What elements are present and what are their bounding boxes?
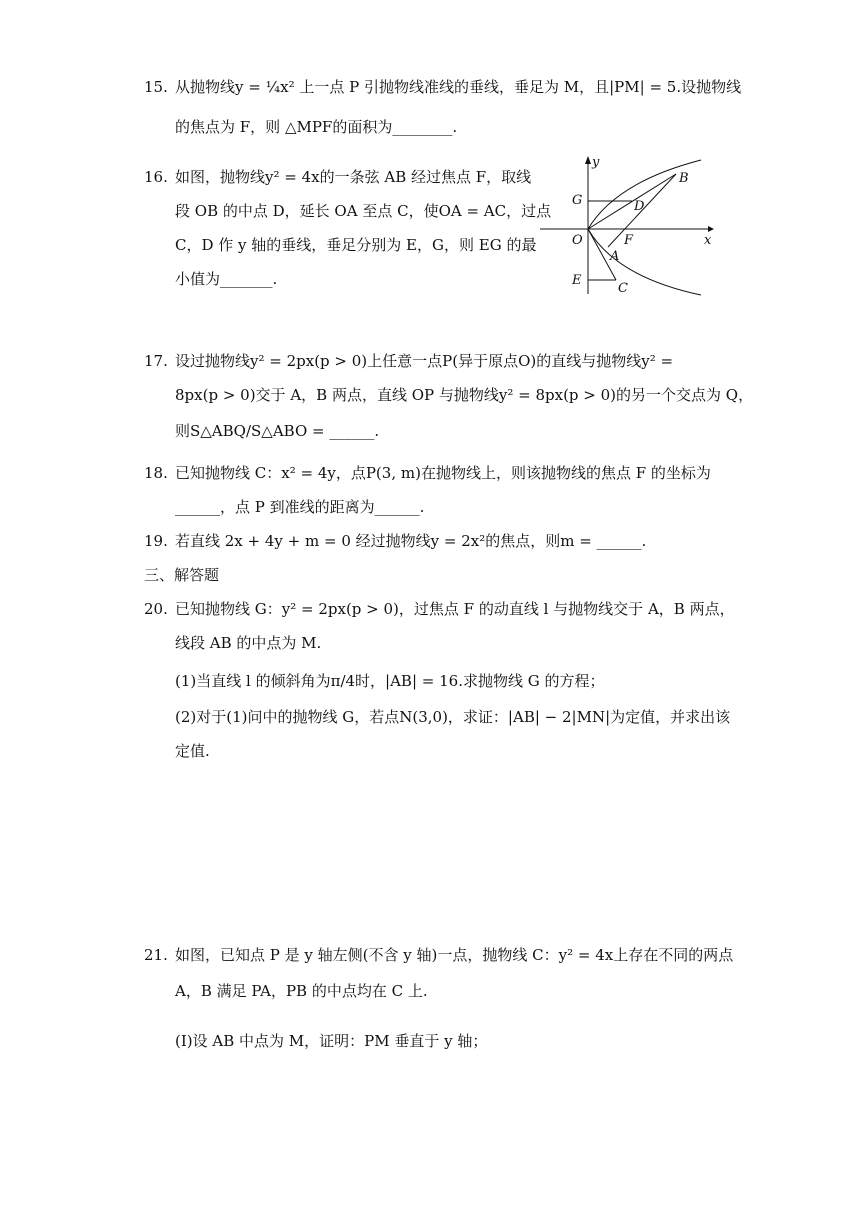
label-e: E [572,273,582,288]
problem-number: 18. [144,464,168,482]
label-b: B [679,171,689,186]
problem-number: 15. [144,78,168,96]
label-c: C [618,281,628,296]
parabola-figure [536,152,716,300]
problem-text: C，D 作 y 轴的垂线，垂足分别为 E，G，则 EG 的最 [175,236,537,254]
problem-text: ______，点 P 到准线的距离为______. [175,498,425,516]
problem-text: 定值. [175,742,210,760]
problem-text: (Ⅰ)设 AB 中点为 M，证明：PM 垂直于 y 轴； [175,1032,488,1050]
problem-text: 若直线 2x + 4y + m = 0 经过抛物线y = 2x²的焦点，则m = ______. [175,532,647,550]
problem-text: (1)当直线 l 的倾斜角为π/4时，|AB| = 16.求抛物线 G 的方程； [175,672,605,690]
y-axis-arrow [585,156,591,164]
label-d: D [634,199,645,214]
label-x: x [704,233,712,248]
problem-text: 已知抛物线 G：y² = 2px(p > 0)，过焦点 F 的动直线 l 与抛物线交于 A，B 两点， [175,600,735,618]
problem-text: 如图，已知点 P 是 y 轴左侧(不含 y 轴)一点，抛物线 C：y² = 4x上存在不同的两点 [175,946,734,964]
label-a: A [610,249,620,264]
problem-number: 19. [144,532,168,550]
problem-text: A，B 满足 PA，PB 的中点均在 C 上. [175,982,428,1000]
problem-text: 小值为_______. [175,270,278,288]
section-heading: 三、解答题 [144,566,220,584]
problem-text: 则S△ABQ/S△ABO = ______. [175,422,380,440]
x-axis-arrow [708,226,714,232]
label-g: G [572,193,583,208]
label-y: y [592,155,600,170]
problem-number: 17. [144,352,168,370]
problem-text: 的焦点为 F，则 △MPF的面积为________. [175,118,458,136]
problem-text: 设过抛物线y² = 2px(p > 0)上任意一点P(异于原点O)的直线与抛物线y² = [175,352,674,370]
problem-text: 线段 AB 的中点为 M. [175,634,322,652]
problem-text: 段 OB 的中点 D，延长 OA 至点 C，使OA = AC，过点 [175,202,552,220]
problem-text: 8px(p > 0)交于 A，B 两点，直线 OP 与抛物线y² = 8px(p > 0)的另一个交点为 Q， [175,386,754,404]
problem-text: 从抛物线y = ¼x² 上一点 P 引抛物线准线的垂线，垂足为 M，且|PM| = 5.设抛物线 [175,78,742,96]
problem-text: 如图，抛物线y² = 4x的一条弦 AB 经过焦点 F，取线 [175,168,532,186]
label-f: F [624,233,634,248]
problem-text: (2)对于(1)问中的抛物线 G，若点N(3,0)，求证：|AB| − 2|MN|为定值，并求出该 [175,708,731,726]
label-o: O [572,233,583,248]
problem-number: 16. [144,168,168,186]
problem-number: 21. [144,946,168,964]
problem-number: 20. [144,600,168,618]
parabola-diagram [536,152,716,300]
problem-text: 已知抛物线 C：x² = 4y，点P(3, m)在抛物线上，则该抛物线的焦点 F 的坐标为 [175,464,711,482]
